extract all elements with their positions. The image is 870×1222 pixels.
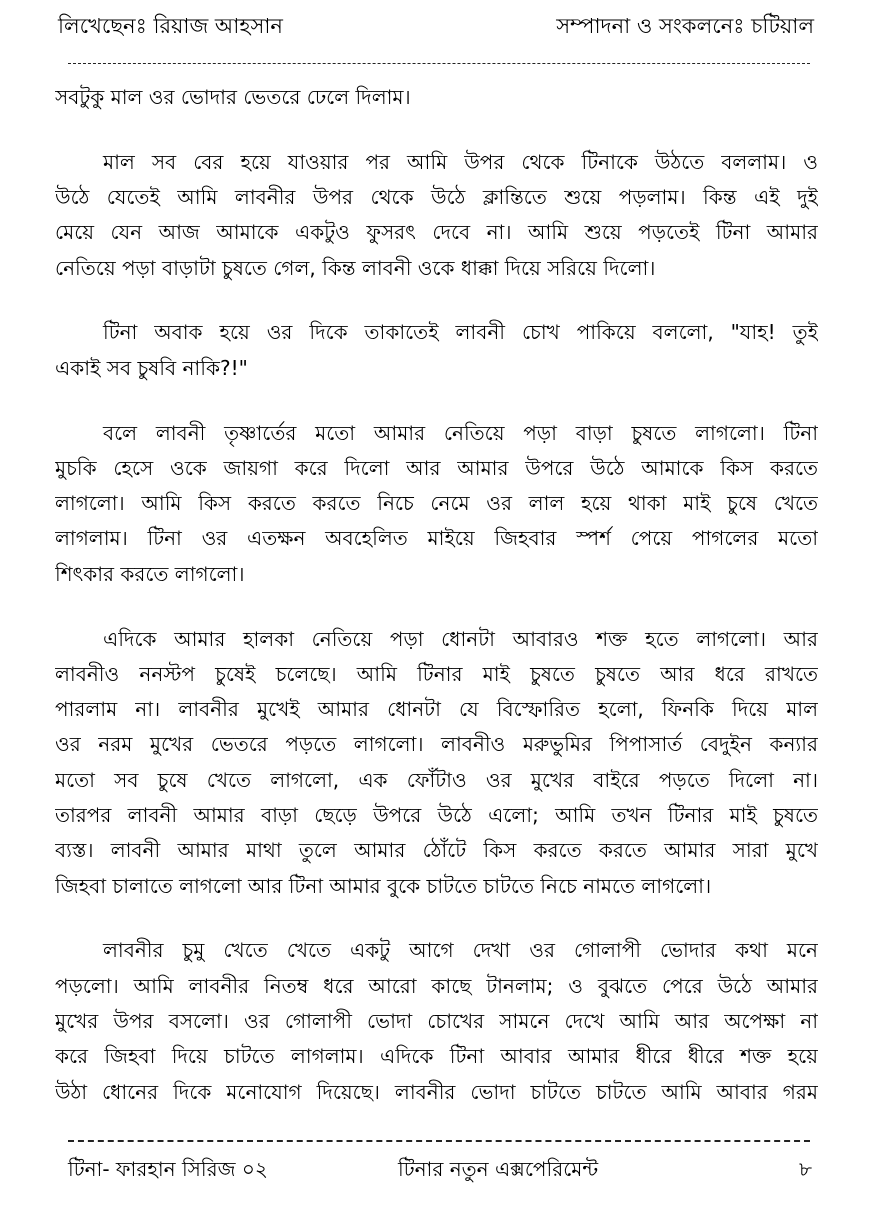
paragraph [55, 622, 818, 904]
text-line: মুখের উপর বসলো। ওর গোলাপী ভোদা চোখের সামনে দেখে আমি আর অপেক্ষা না [55, 1009, 818, 1034]
text-line: টিনা অবাক হয়ে ওর দিকে তাকাতেই লাবনী চোখ পাকিয়ে বললো, "যাহ! তুই [103, 320, 818, 345]
text-line: মতো সব চুষে খেতে লাগলো, এক ফোঁটাও ওর মুখের বাইরে পড়তে দিলো না। [55, 767, 818, 792]
page-footer [68, 1155, 812, 1187]
document-body [55, 80, 818, 1110]
text-line: মেয়ে যেন আজ আমাকে একটুও ফুসরৎ দেবে না। আমি শুয়ে পড়তেই টিনা আমার [55, 220, 818, 245]
text-line: নেতিয়ে পড়া বাড়াটা চুষতে গেল, কিন্ত লাবনী ওকে ধাক্কা দিয়ে সরিয়ে দিলো। [55, 255, 656, 280]
text-line: লাবনীও ননস্টপ চুষেই চলেছে। আমি টিনার মাই চুষতে চুষতে আর ধরে রাখতে [55, 661, 818, 686]
text-line: ওর নরম মুখের ভেতরে পড়তে লাগলো। লাবনীও মরুভুমির পিপাসার্ত বেদুইন কন্যার [55, 732, 818, 757]
text-line: পড়লো। আমি লাবনীর নিতম্ব ধরে আরো কাছে টানলাম; ও বুঝতে পেরে উঠে আমার [55, 973, 818, 998]
text-line: ব্যস্ত। লাবনী আমার মাথা তুলে আমার ঠোঁটে কিস করতে করতে আমার সারা মুখে [55, 838, 818, 863]
author-credit: লিখেছেনঃ রিয়াজ আহসান [58, 14, 283, 38]
text-line: পারলাম না। লাবনীর মুখেই আমার ধোনটা যে বিস্ফোরিত হলো, ফিনকি দিয়ে মাল [55, 697, 818, 722]
text-line: জিহবা চালাতে লাগলো আর টিনা আমার বুকে চাটতে চাটতে নিচে নামতে লাগলো। [55, 873, 712, 898]
paragraph [55, 145, 818, 286]
text-line: একাই সব চুষবি নাকি?!" [55, 355, 248, 380]
text-line: এদিকে আমার হালকা নেতিয়ে পড়া ধোনটা আবারও শক্ত হতে লাগলো। আর [103, 626, 818, 651]
text-line: লাগলো। আমি কিস করতে করতে নিচে নেমে ওর লাল হয়ে থাকা মাই চুষে খেতে [55, 491, 818, 516]
text-line: করে জিহবা দিয়ে চাটতে লাগলাম। এদিকে টিনা আবার আমার ধীরে ধীরে শক্ত হয়ে [55, 1044, 818, 1069]
paragraph-gap [55, 592, 818, 622]
paragraph [55, 933, 818, 1109]
text-line: বলে লাবনী তৃষ্ণার্তের মতো আমার নেতিয়ে পড়া বাড়া চুষতে লাগলো। টিনা [103, 420, 818, 445]
series-name: টিনা- ফারহান সিরিজ ০২ [68, 1157, 268, 1181]
text-line: উঠা ধোনের দিকে মনোযোগ দিয়েছে। লাবনীর ভোদা চাটতে চাটতে আমি আবার গরম [55, 1079, 818, 1104]
paragraph [55, 80, 818, 115]
text-line: মাল সব বের হয়ে যাওয়ার পর আমি উপর থেকে টিনাকে উঠতে বললাম। ও [103, 149, 818, 174]
text-line: সবটুকু মাল ওর ভোদার ভেতরে ঢেলে দিলাম। [55, 85, 411, 109]
story-title: টিনার নতুন এক্সপেরিমেন্ট [398, 1157, 599, 1181]
page-number: ৮ [799, 1157, 812, 1181]
paragraph-gap [55, 904, 818, 934]
paragraph [55, 315, 818, 386]
footer-divider [68, 1140, 810, 1142]
paragraph [55, 416, 818, 592]
text-line: লাগলাম। টিনা ওর এতক্ষন অবহেলিত মাইয়ে জিহবার স্পর্শ পেয়ে পাগলের মতো [55, 526, 818, 551]
text-line: তারপর লাবনী আমার বাড়া ছেড়ে উপরে উঠে এলো; আমি তখন টিনার মাই চুষতে [55, 803, 818, 828]
paragraph-gap [55, 386, 818, 416]
text-line: লাবনীর চুমু খেতে খেতে একটু আগে দেখা ওর গোলাপী ভোদার কথা মনে [103, 938, 818, 963]
header-divider [68, 63, 810, 64]
paragraph-gap [55, 115, 818, 145]
text-line: শিৎকার করতে লাগলো। [55, 561, 245, 586]
page-header [58, 10, 814, 42]
paragraph-gap [55, 286, 818, 316]
editor-credit: সম্পাদনা ও সংকলনেঃ চটিয়াল [556, 14, 814, 38]
text-line: মুচকি হেসে ওকে জায়গা করে দিলো আর আমার উপরে উঠে আমাকে কিস করতে [55, 455, 818, 480]
text-line: উঠে যেতেই আমি লাবনীর উপর থেকে উঠে ক্লান্তিতে শুয়ে পড়লাম। কিন্ত এই দুই [55, 185, 818, 210]
